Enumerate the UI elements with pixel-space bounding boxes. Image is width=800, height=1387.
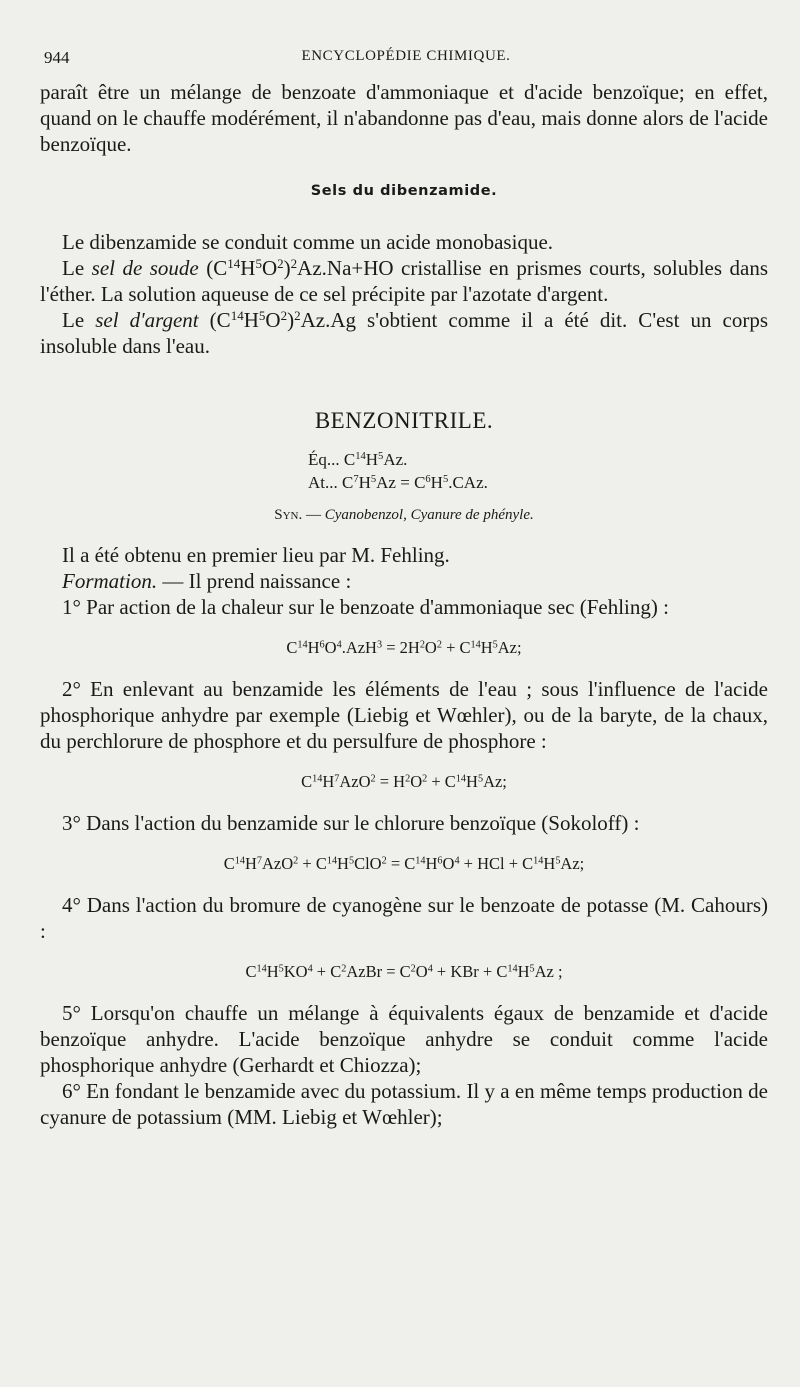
method-2: 2° En enlevant au benzamide les éléments de l'eau ; sous l'influence de l'acide phosphorique anhydre par exemple (Liebig et Wœhler), ou de la baryte, de la chaux, du perchlorure de phosphore et du persulfure de phosphore : — [40, 677, 768, 753]
running-title: ENCYCLOPÉDIE CHIMIQUE. — [301, 48, 511, 64]
paragraph-first-obtained: Il a été obtenu en premier lieu par M. Fehling. — [62, 543, 450, 567]
page-body — [40, 79, 768, 1130]
formula-atomic: At... $C^7H^5Az = C^6H^5.CAz$. — [308, 473, 488, 492]
formula-silver-salt: $(C^{14}H^5O^2)^2$ — [198, 307, 301, 332]
paragraph-sodium-salt: Le sel de soude $(C^{14}H^5O^2)^2Az.Na+HO$ cristallise en prismes courts, solubles dans l'éther. La solution aqueuse de ce sel précipite par l'azotate d'argent. — [40, 255, 769, 306]
method-3: 3° Dans l'action du benzamide sur le chlorure benzoïque (Sokoloff) : — [62, 811, 640, 835]
equation-3: $C^{14}H^7AzO^2 + C^{14}H^5ClO^2 = C^{14}H^6O^4$ + HCl + $C^{14}H^5Az$; — [223, 854, 585, 873]
method-6: 6° En fondant le benzamide avec du potassium. Il y a en même temps production de cyanure de potassium (MM. Liebig et Wœhler); — [40, 1079, 768, 1129]
section-title-dibenzamide-salts: Sels du dibenzamide. — [310, 183, 498, 199]
paragraph-monobasic: Le dibenzamide se conduit comme un acide monobasique. — [62, 230, 554, 254]
method-4: 4° Dans l'action du bromure de cyanogène sur le benzoate de potasse (M. Cahours) : — [40, 893, 768, 943]
paragraph-silver-salt: Le sel d'argent $(C^{14}H^5O^2)^2Az.Ag$ s'obtient comme il a été dit. C'est un corps insoluble dans l'eau. — [40, 307, 769, 358]
method-5: 5° Lorsqu'on chauffe un mélange à équivalents égaux de benzamide et d'acide benzoïque anhydre. L'acide benzoïque anhydre se conduit comme l'acide phosphorique anhydre (Gerhardt et Chiozza); — [40, 1001, 768, 1077]
equation-2: $C^{14}H^7AzO^2 = H^2O^2 + C^{14}H^5Az$; — [301, 772, 507, 791]
term-sel-d-argent: sel d'argent — [95, 308, 199, 332]
formula-sodium-salt: $(C^{14}H^5O^2)^2$ — [198, 255, 298, 280]
synonyms-line: Syn. — Cyanobenzol, Cyanure de phényle. — [274, 507, 534, 523]
method-1: 1° Par action de la chaleur sur le benzoate d'ammoniaque sec (Fehling) : — [62, 595, 669, 619]
term-sel-de-soude: sel de soude — [91, 256, 199, 280]
equation-4: $C^{14}H^5KO^4$ + $C^2AzBr = C^2O^4$ + KBr + $C^{14}H^5Az$ ; — [245, 962, 563, 981]
formula-equivalent: Éq... $C^{14}H^5Az$. — [308, 450, 408, 469]
page-header — [44, 48, 768, 72]
formation-label: Formation. — [62, 569, 158, 593]
page-number: 944 — [44, 48, 70, 67]
intro-paragraph: paraît être un mélange de benzoate d'ammoniaque et d'acide benzoïque; en effet, quand on le chauffe modérément, il n'abandonne pas d'eau, mais donne alors de l'acide benzoïque. — [40, 80, 768, 156]
equation-1: $C^{14}H^6O^4.AzH^3 = 2H^2O^2 + C^{14}H^5Az$; — [286, 638, 522, 657]
paragraph-formation: Formation. — Il prend naissance : — [62, 569, 352, 593]
chapter-title-benzonitrile: BENZONITRILE. — [314, 408, 494, 433]
